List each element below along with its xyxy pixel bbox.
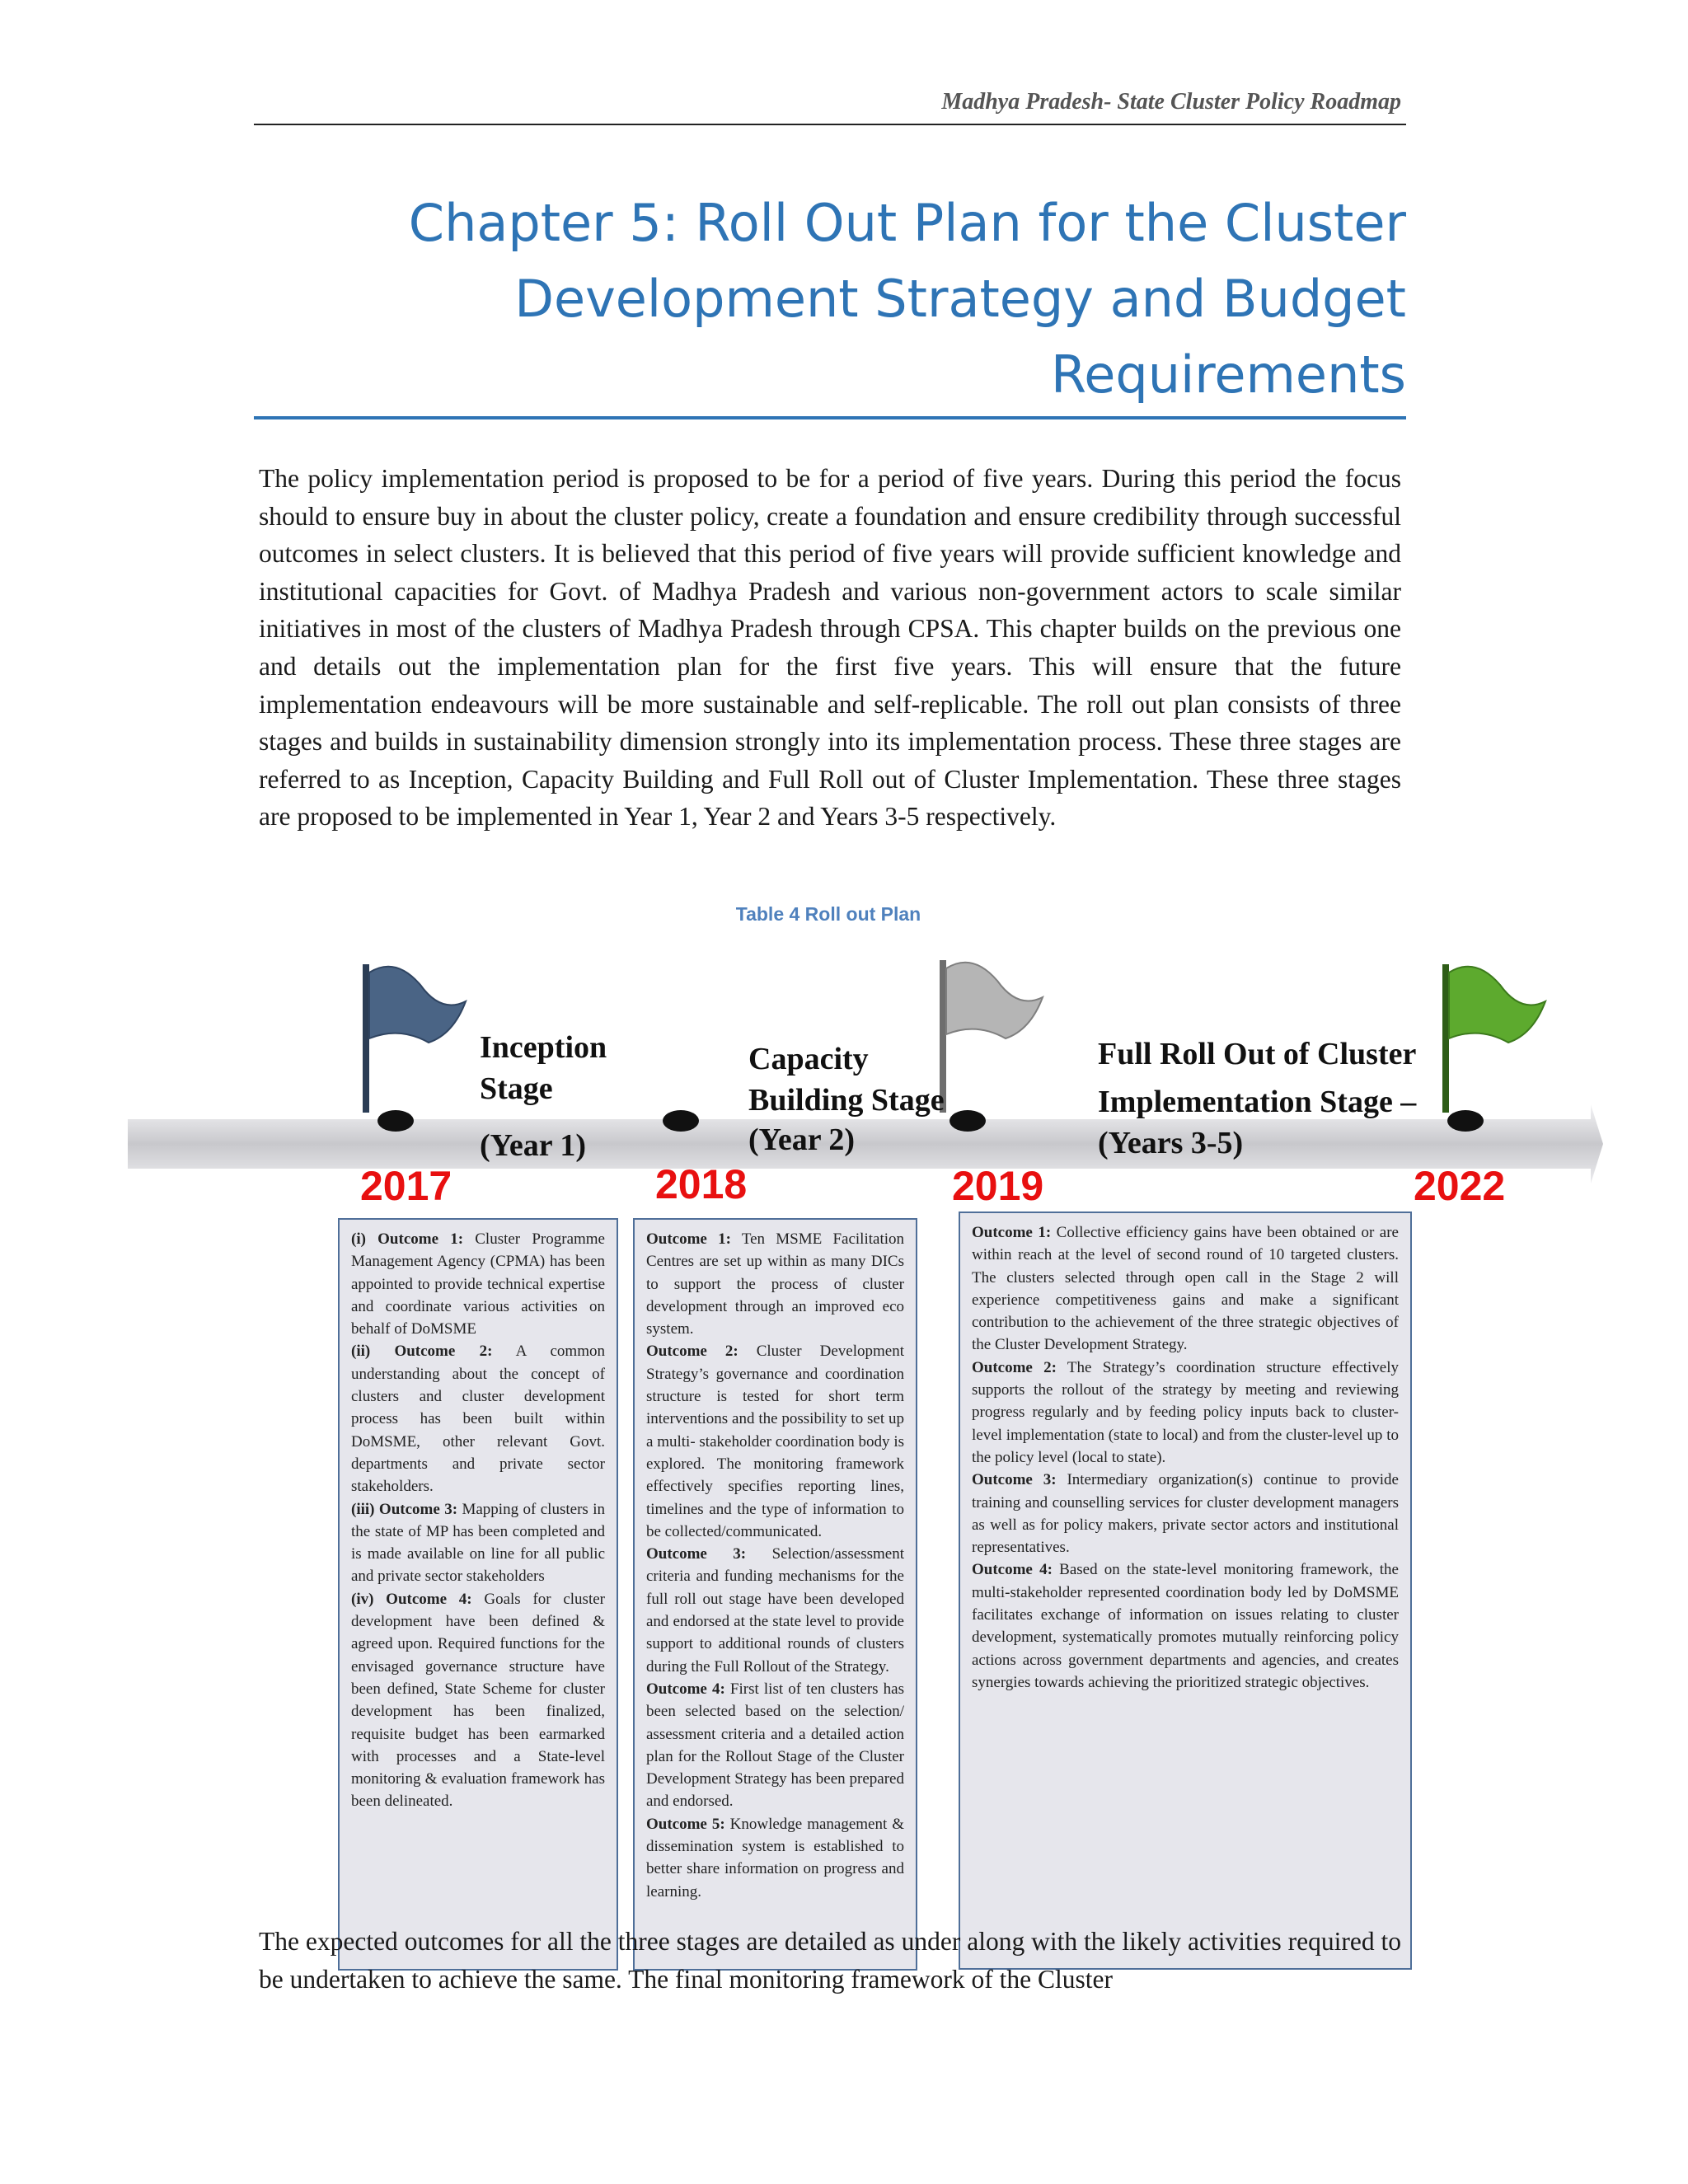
year-label-2018: 2018: [655, 1161, 748, 1207]
outcome-item: [972, 1558, 1399, 1694]
timeline-node-2018: [663, 1110, 699, 1132]
outcome-text: Cluster Development Strategy’s governance and coordination structure is tested for short term interventions and the possibility to set up a multi- stakeholder coordination body is explored. The monitoring framework effectively specifies reporting lines, timelines and the type of information to be collected/communicated.: [646, 1343, 904, 1540]
outcome-title: Outcome 5:: [646, 1815, 725, 1833]
flag-icon: [363, 964, 466, 1113]
outcome-text: First list of ten clusters has been selected based on the selection/ assessment criteria and a detailed action plan for the Rollout Stage of the Cluster Development Strategy has been prepared and endorsed.: [646, 1680, 904, 1811]
timeline-node-2022: [1447, 1110, 1484, 1132]
outcome-text: Intermediary organization(s) continue to provide training and counselling services for cluster development managers as well as for policy makers, private sector actors and institutional representatives.: [972, 1471, 1399, 1557]
outcome-title: (i) Outcome 1:: [351, 1230, 464, 1248]
outcome-title: Outcome 4:: [646, 1680, 725, 1698]
outcome-title: (iii) Outcome 3:: [351, 1500, 458, 1518]
header-divider: [254, 124, 1406, 125]
table-caption: Table 4 Roll out Plan: [735, 903, 921, 925]
stage-name-line: Full Roll Out of Cluster: [1098, 1037, 1417, 1071]
outcome-text: Cluster Programme Management Agency (CPMA) has been appointed to provide technical expertise and coordinate various activities on behalf of DoMSME: [351, 1230, 605, 1338]
outcome-text: Collective efficiency gains have been obtained or are within reach at the level of second round of 10 targeted clusters. The clusters selected through open call in the Stage 2 will experience competitiveness gains and make a significant contribution to the achievement of the three strategic objectives of the Cluster Development Strategy.: [972, 1224, 1399, 1354]
year-label-2022: 2022: [1414, 1163, 1506, 1209]
running-header-title: Madhya Pradesh- State Cluster Policy Roadmap: [941, 89, 1401, 115]
outcome-item: [646, 1678, 904, 1813]
stage-capacity-period: (Year 2): [748, 1122, 856, 1157]
outcome-title: (ii) Outcome 2:: [351, 1343, 493, 1361]
stage-name-line: Inception: [480, 1030, 607, 1065]
outcome-item: [646, 1813, 904, 1903]
stage-name-line: Stage: [480, 1071, 553, 1106]
year-label-2019: 2019: [952, 1163, 1044, 1209]
chapter-title-line-1: Chapter 5: Roll Out Plan for the Cluster: [408, 193, 1406, 253]
outcome-box-capacity: [633, 1218, 917, 1971]
outcome-box-fullrollout: [959, 1212, 1412, 1970]
outcome-text: A common understanding about the concept of clusters and cluster development process has been built within DoMSME, other relevant Govt. departments and private sector stakeholders.: [351, 1343, 605, 1496]
outcome-text: Ten MSME Facilitation Centres are set up within as many DICs to support the process of cluster development through an improved eco system.: [646, 1230, 904, 1338]
outcome-title: Outcome 3:: [646, 1545, 747, 1563]
stage-fullrollout-period: (Years 3-5): [1098, 1126, 1244, 1160]
outcome-text: Selection/assessment criteria and funding mechanisms for the full roll out stage have been developed and endorsed at the state level to provide support to additional rounds of clusters during the Full Rollout of the Strategy.: [646, 1545, 904, 1675]
stage-inception-name: [480, 1027, 607, 1109]
outcome-item: [351, 1340, 605, 1497]
stage-name-line: Building Stage: [748, 1083, 945, 1118]
flag-icon: [940, 960, 1043, 1113]
outcome-text: Knowledge management & dissemination system is established to better share information on progress and learning.: [646, 1815, 905, 1900]
outcome-item: [972, 1357, 1399, 1469]
stage-fullrollout-name: [1098, 1030, 1416, 1126]
outcome-title: (iv) Outcome 4:: [351, 1590, 472, 1608]
outcome-text: Mapping of clusters in the state of MP has been completed and is made available on line for all public and private sector stakeholders: [351, 1500, 605, 1586]
outcome-item: [646, 1228, 904, 1340]
outcome-item: [646, 1340, 904, 1543]
outcome-item: [972, 1221, 1399, 1357]
closing-paragraph: The expected outcomes for all the three stages are detailed as under along with the likely activities required to be undertaken to achieve the same. The final monitoring framework of the Cluster: [259, 1927, 1401, 1994]
stage-name-line: Capacity: [748, 1042, 869, 1076]
outcome-item: [351, 1588, 605, 1813]
stage-inception-period: (Year 1): [480, 1128, 587, 1163]
outcome-title: Outcome 4:: [972, 1561, 1053, 1579]
year-label-2017: 2017: [360, 1163, 452, 1209]
flag-icon: [1442, 964, 1545, 1113]
intro-paragraph: The policy implementation period is proposed to be for a period of five years. During this period the focus should to ensure buy in about the cluster policy, create a foundation and ensure credibility through successful outcomes in select clusters. It is believed that this period of five years will provide sufficient knowledge and institutional capacities for Govt. of Madhya Pradesh and various non-government actors to scale similar initiatives in most of the clusters of Madhya Pradesh through CPSA. This chapter builds on the previous one and details out the implementation plan for the first five years. This will ensure that the future implementation endeavours will be more sustainable and self-replicable. The roll out plan consists of three stages and builds in sustainability dimension strongly into its implementation process. These three stages are referred to as Inception, Capacity Building and Full Roll out of Cluster Implementation. These three stages are proposed to be implemented in Year 1, Year 2 and Years 3-5 respectively.: [259, 464, 1401, 832]
title-divider: [254, 416, 1406, 419]
outcome-text: Goals for cluster development have been defined & agreed upon. Required functions for the envisaged governance structure have been defined, State Scheme for cluster development has been finalized, requisite budget has been earmarked with processes and a State-level monitoring & evaluation framework has been delineated.: [351, 1590, 605, 1811]
rollout-roadmap: [124, 948, 1607, 1900]
outcome-item: [351, 1228, 605, 1340]
outcome-text: Based on the state-level monitoring framework, the multi-stakeholder represented coordination body led by DoMSME facilitates exchange of information on issues relating to cluster development, systematically promotes mutually reinforcing policy actions across government departments and agencies, and creates synergies towards achieving the prioritized strategic objectives.: [972, 1561, 1399, 1691]
outcome-box-inception: [338, 1218, 618, 1971]
timeline-node-2017: [377, 1110, 414, 1132]
chapter-title-line-2: Development Strategy and Budget: [514, 269, 1406, 329]
stage-name-line: Implementation Stage –: [1098, 1085, 1417, 1119]
chapter-title-line-3: Requirements: [1050, 344, 1406, 405]
outcome-item: [351, 1498, 605, 1588]
outcome-title: Outcome 3:: [972, 1471, 1057, 1489]
outcome-item: [646, 1543, 904, 1678]
outcome-title: Outcome 1:: [972, 1224, 1052, 1241]
stage-capacity-name: [748, 1038, 945, 1121]
outcome-text: The Strategy’s coordination structure effectively supports the rollout of the strategy by meeting and reviewing progress regularly and by feeding policy inputs back to cluster- level implementation (state to local) and from the cluster-level up to the policy level (local to state).: [972, 1358, 1399, 1466]
outcome-title: Outcome 1:: [646, 1230, 731, 1248]
timeline-node-2019: [950, 1110, 986, 1132]
outcome-item: [972, 1469, 1399, 1558]
outcome-title: Outcome 2:: [972, 1358, 1057, 1376]
chapter-title: [335, 185, 1406, 413]
outcome-title: Outcome 2:: [646, 1343, 738, 1361]
